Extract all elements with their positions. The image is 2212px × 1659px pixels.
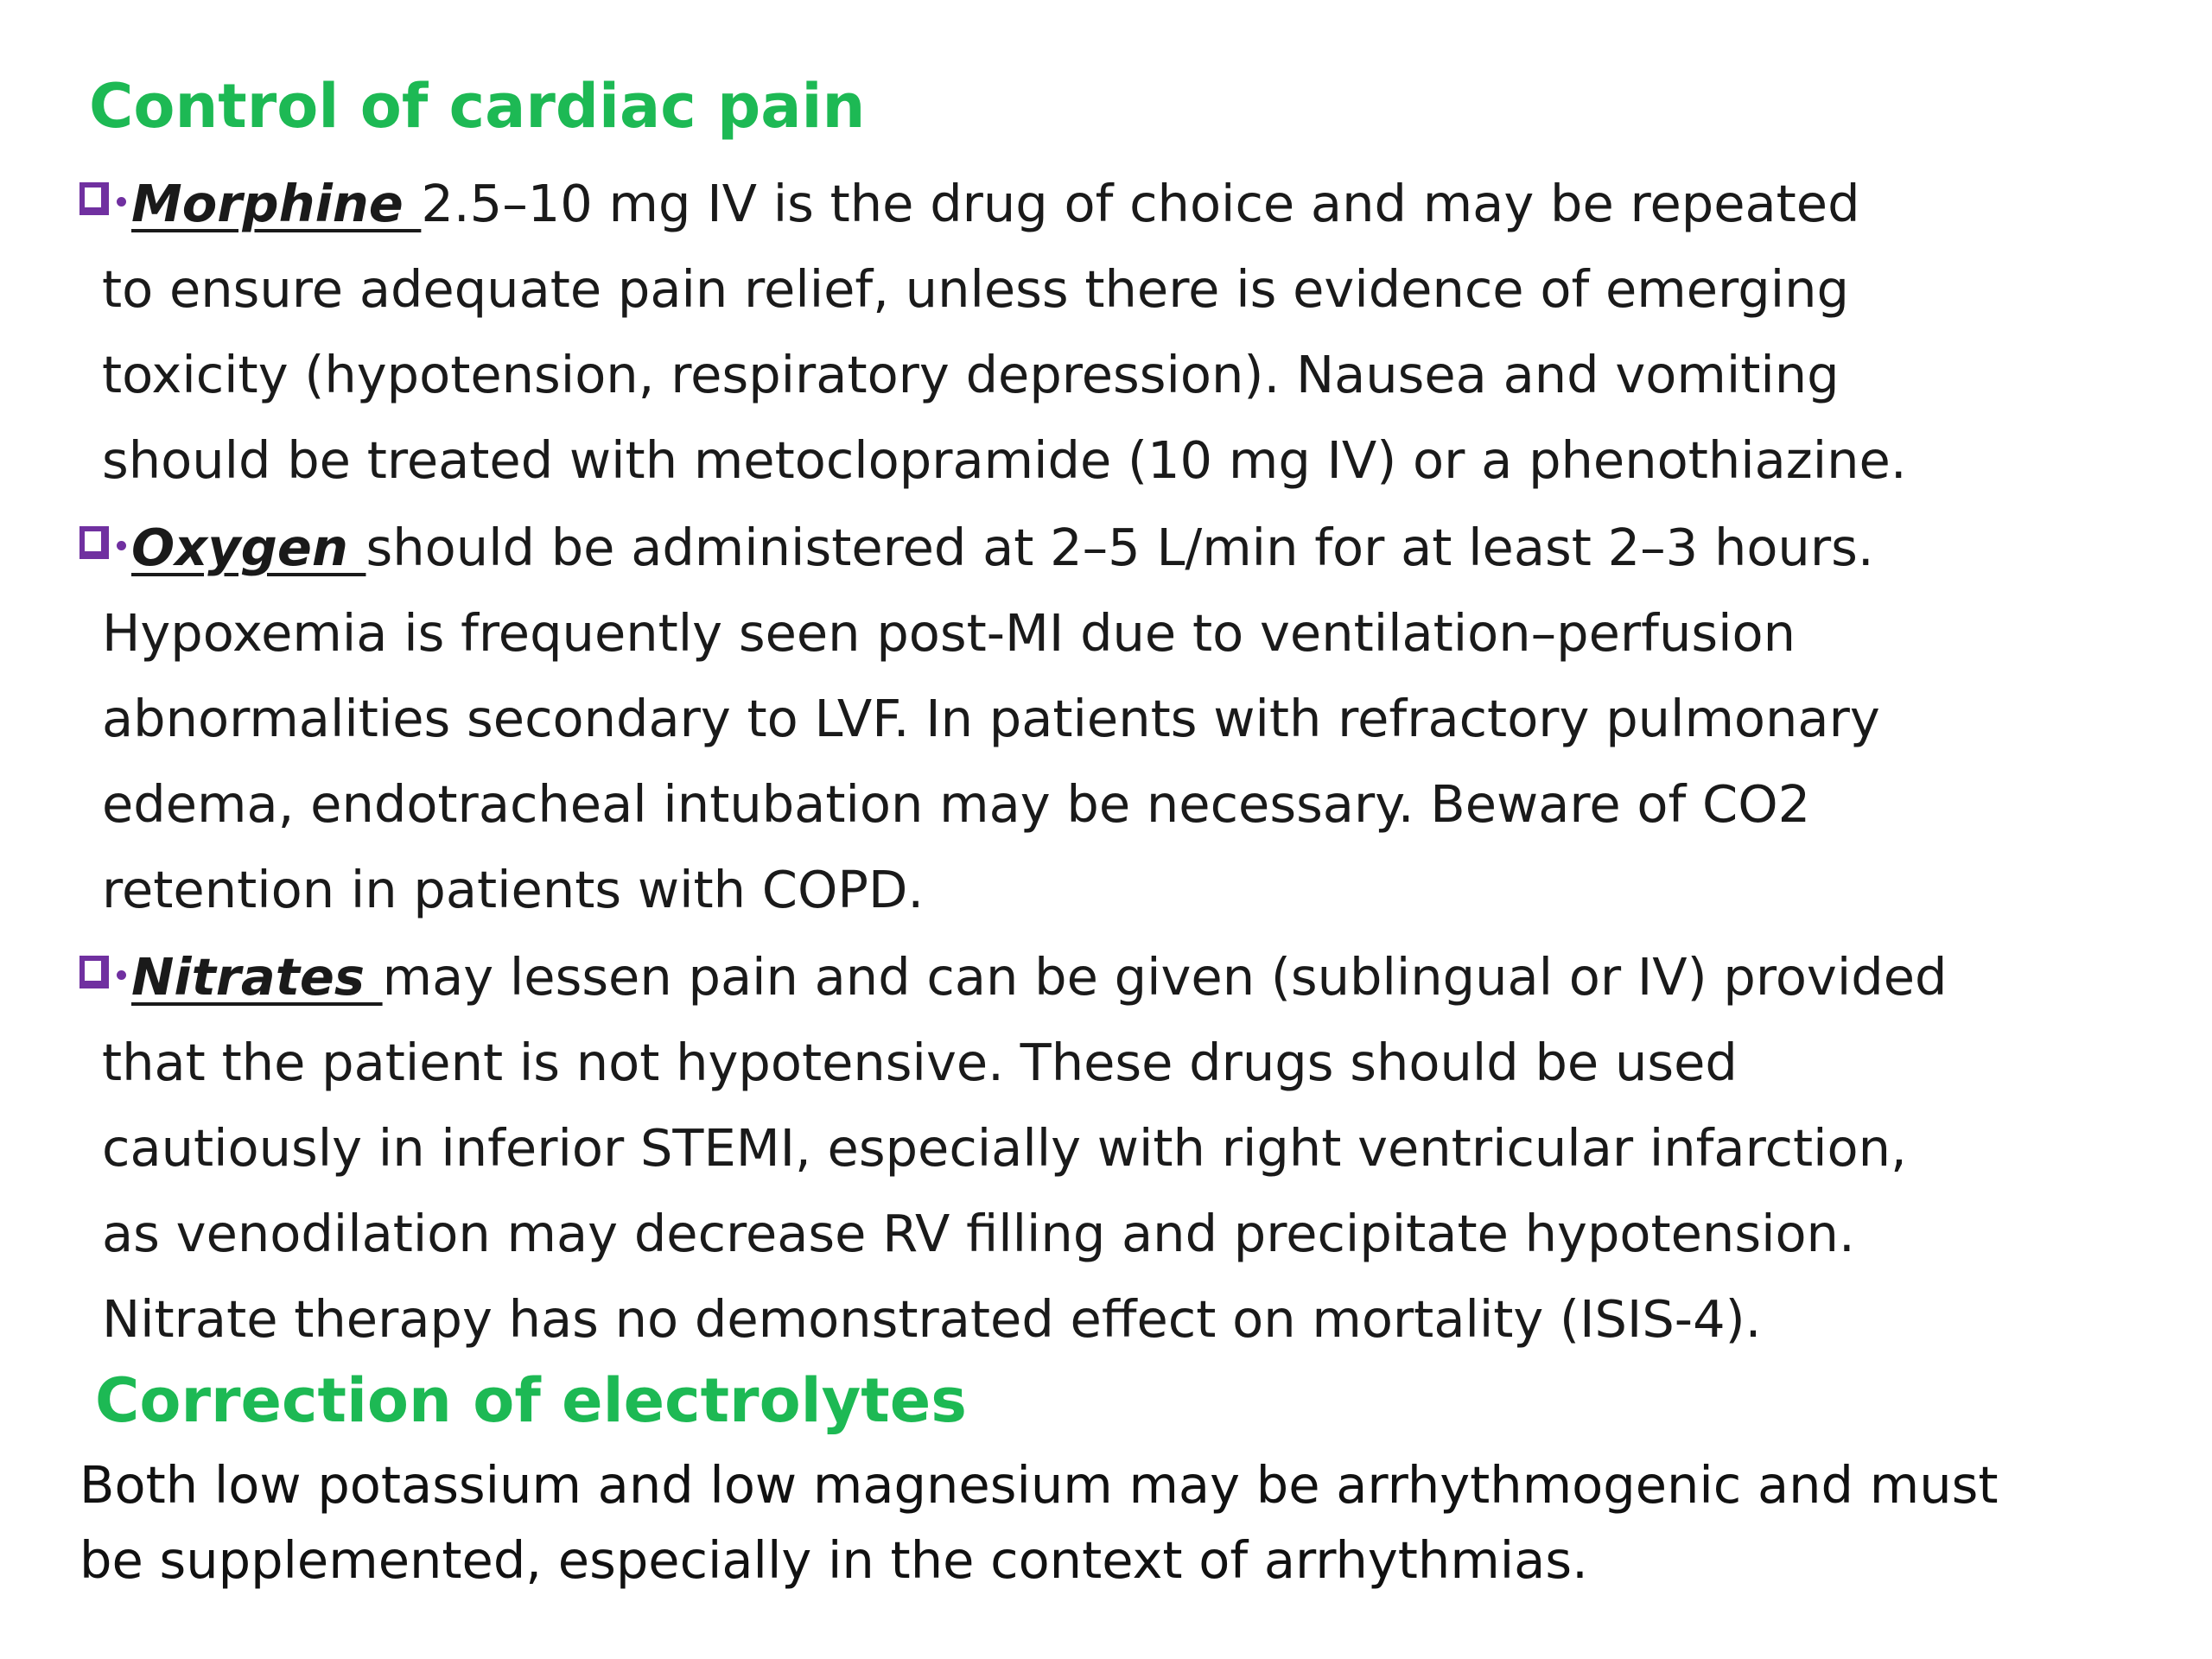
drug-term: Morphine: [131, 174, 422, 233]
electrolytes-paragraph: [79, 1447, 2153, 1598]
bullet-text: that the patient is not hypotensive. These drugs should be used: [102, 1033, 1738, 1092]
section-heading-cardiac-pain: Control of cardiac pain: [89, 71, 866, 142]
checkbox-bullet-icon: [79, 956, 109, 988]
drug-term: Nitrates: [131, 947, 383, 1007]
bullet-text: cautiously in inferior STEMI, especially with right ventricular infarction,: [102, 1118, 1907, 1178]
section-heading-electrolytes: Correction of electrolytes: [95, 1365, 967, 1436]
bullet-text: toxicity (hypotension, respiratory depression). Nausea and vomiting: [102, 345, 1840, 404]
bullet-text: Hypoxemia is frequently seen post-MI due to ventilation–perfusion: [102, 603, 1796, 663]
bullet-text: to ensure adequate pain relief, unless there is evidence of emerging: [102, 259, 1849, 319]
bullet-text: should be administered at 2–5 L/min for at least 2–3 hours.: [365, 518, 1874, 577]
bullet-marker: [78, 220, 131, 221]
bullet-item-morphine: [78, 161, 1996, 503]
bullet-text: may lessen pain and can be given (sublingual or IV) provided: [382, 947, 1948, 1007]
bullet-text: 2.5–10 mg IV is the drug of choice and may be repeated: [421, 174, 1860, 233]
bullet-text: Nitrate therapy has no demonstrated effect on mortality (ISIS-4).: [102, 1289, 1762, 1349]
bullet-first-line: [78, 934, 1996, 1020]
bullet-text: should be treated with metoclopramide (10 mg IV) or a phenothiazine.: [102, 430, 1907, 490]
bullet-text: retention in patients with COPD.: [102, 860, 925, 919]
dot-bullet-icon: [117, 541, 126, 550]
dot-bullet-icon: [117, 970, 126, 980]
bullet-text: abnormalities secondary to LVF. In patients with refractory pulmonary: [102, 689, 1880, 748]
bullet-text: as venodilation may decrease RV filling and precipitate hypotension.: [102, 1204, 1855, 1263]
bullet-item-oxygen: [78, 505, 1996, 932]
paragraph-line: Both low potassium and low magnesium may be arrhythmogenic and must: [79, 1455, 1999, 1515]
bullet-marker: [78, 994, 131, 995]
drug-term: Oxygen: [131, 518, 366, 577]
bullet-marker: [78, 564, 131, 565]
bullet-first-line: [78, 161, 1996, 246]
checkbox-bullet-icon: [79, 526, 109, 559]
bullet-text: edema, endotracheal intubation may be necessary. Beware of CO2: [102, 774, 1811, 834]
bullet-first-line: [78, 505, 1996, 590]
checkbox-bullet-icon: [79, 182, 109, 215]
dot-bullet-icon: [117, 197, 126, 207]
paragraph-line: be supplemented, especially in the context of arrhythmias.: [79, 1530, 1588, 1590]
bullet-item-nitrates: [78, 934, 1996, 1362]
